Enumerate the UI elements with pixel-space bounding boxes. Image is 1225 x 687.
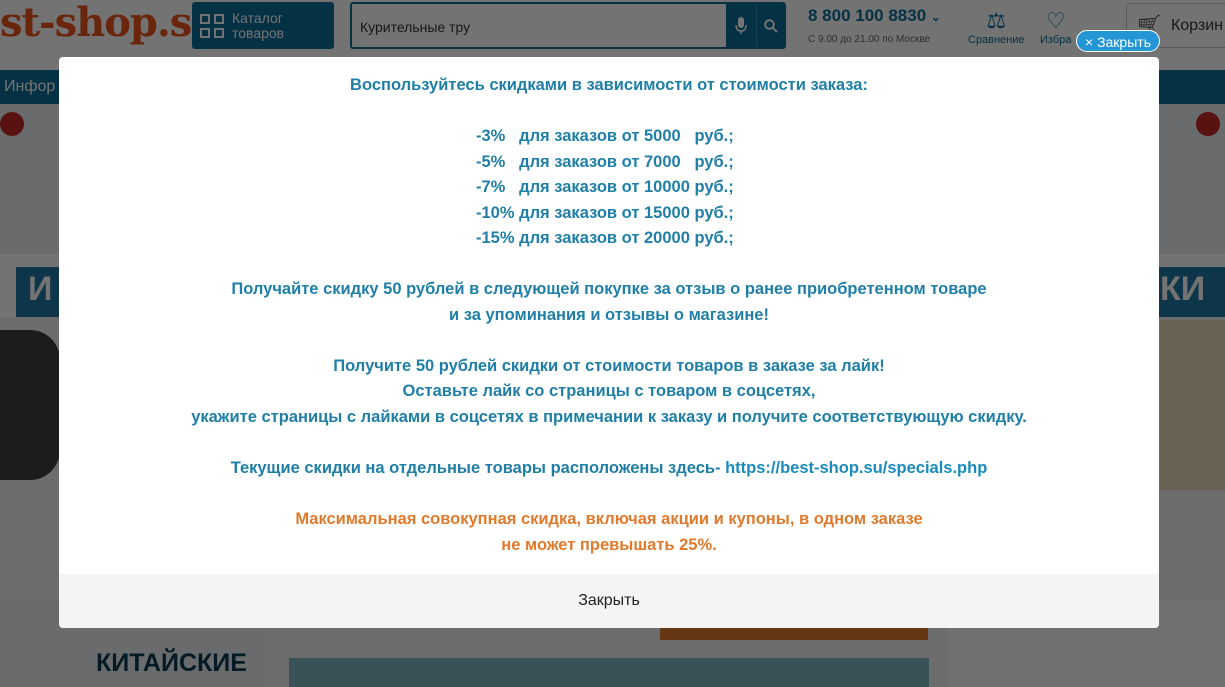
discount-tier: -3% для заказов от 5000 руб.;: [476, 127, 734, 145]
specials-label: Текущие скидки на отдельные товары расположены здесь-: [230, 459, 726, 477]
modal-body: [59, 57, 1159, 574]
like-text: Получите 50 рублей скидки от стоимости товаров в заказе за лайк!: [333, 357, 885, 375]
like-text: укажите страницы с лайками в соцсетях в примечании к заказу и получите соответствующую скидку.: [191, 408, 1027, 426]
modal-heading: Воспользуйтесь скидками в зависимости от стоимости заказа:: [350, 76, 868, 94]
specials-link[interactable]: https://best-shop.su/specials.php: [725, 459, 988, 477]
close-button[interactable]: Закрыть: [578, 592, 640, 609]
review-text: Получайте скидку 50 рублей в следующей покупке за отзыв о ранее приобретенном товаре: [231, 280, 987, 298]
modal-footer: [59, 574, 1159, 628]
discount-tier: -7% для заказов от 10000 руб.;: [476, 178, 734, 196]
max-discount-text: не может превышать 25%.: [501, 536, 717, 554]
discount-tier: -15% для заказов от 20000 руб.;: [476, 229, 734, 247]
discount-tier: -5% для заказов от 7000 руб.;: [476, 153, 734, 171]
review-text: и за упоминания и отзывы о магазине!: [449, 306, 769, 324]
like-text: Оставьте лайк со страницы с товаром в соцсетях,: [402, 382, 816, 400]
max-discount-text: Максимальная совокупная скидка, включая акции и купоны, в одном заказе: [295, 510, 923, 528]
discount-tier: -10% для заказов от 15000 руб.;: [476, 204, 734, 222]
top-close-button[interactable]: × Закрыть: [1076, 30, 1160, 52]
specials-text: [59, 458, 1159, 478]
discount-modal: [59, 57, 1159, 628]
